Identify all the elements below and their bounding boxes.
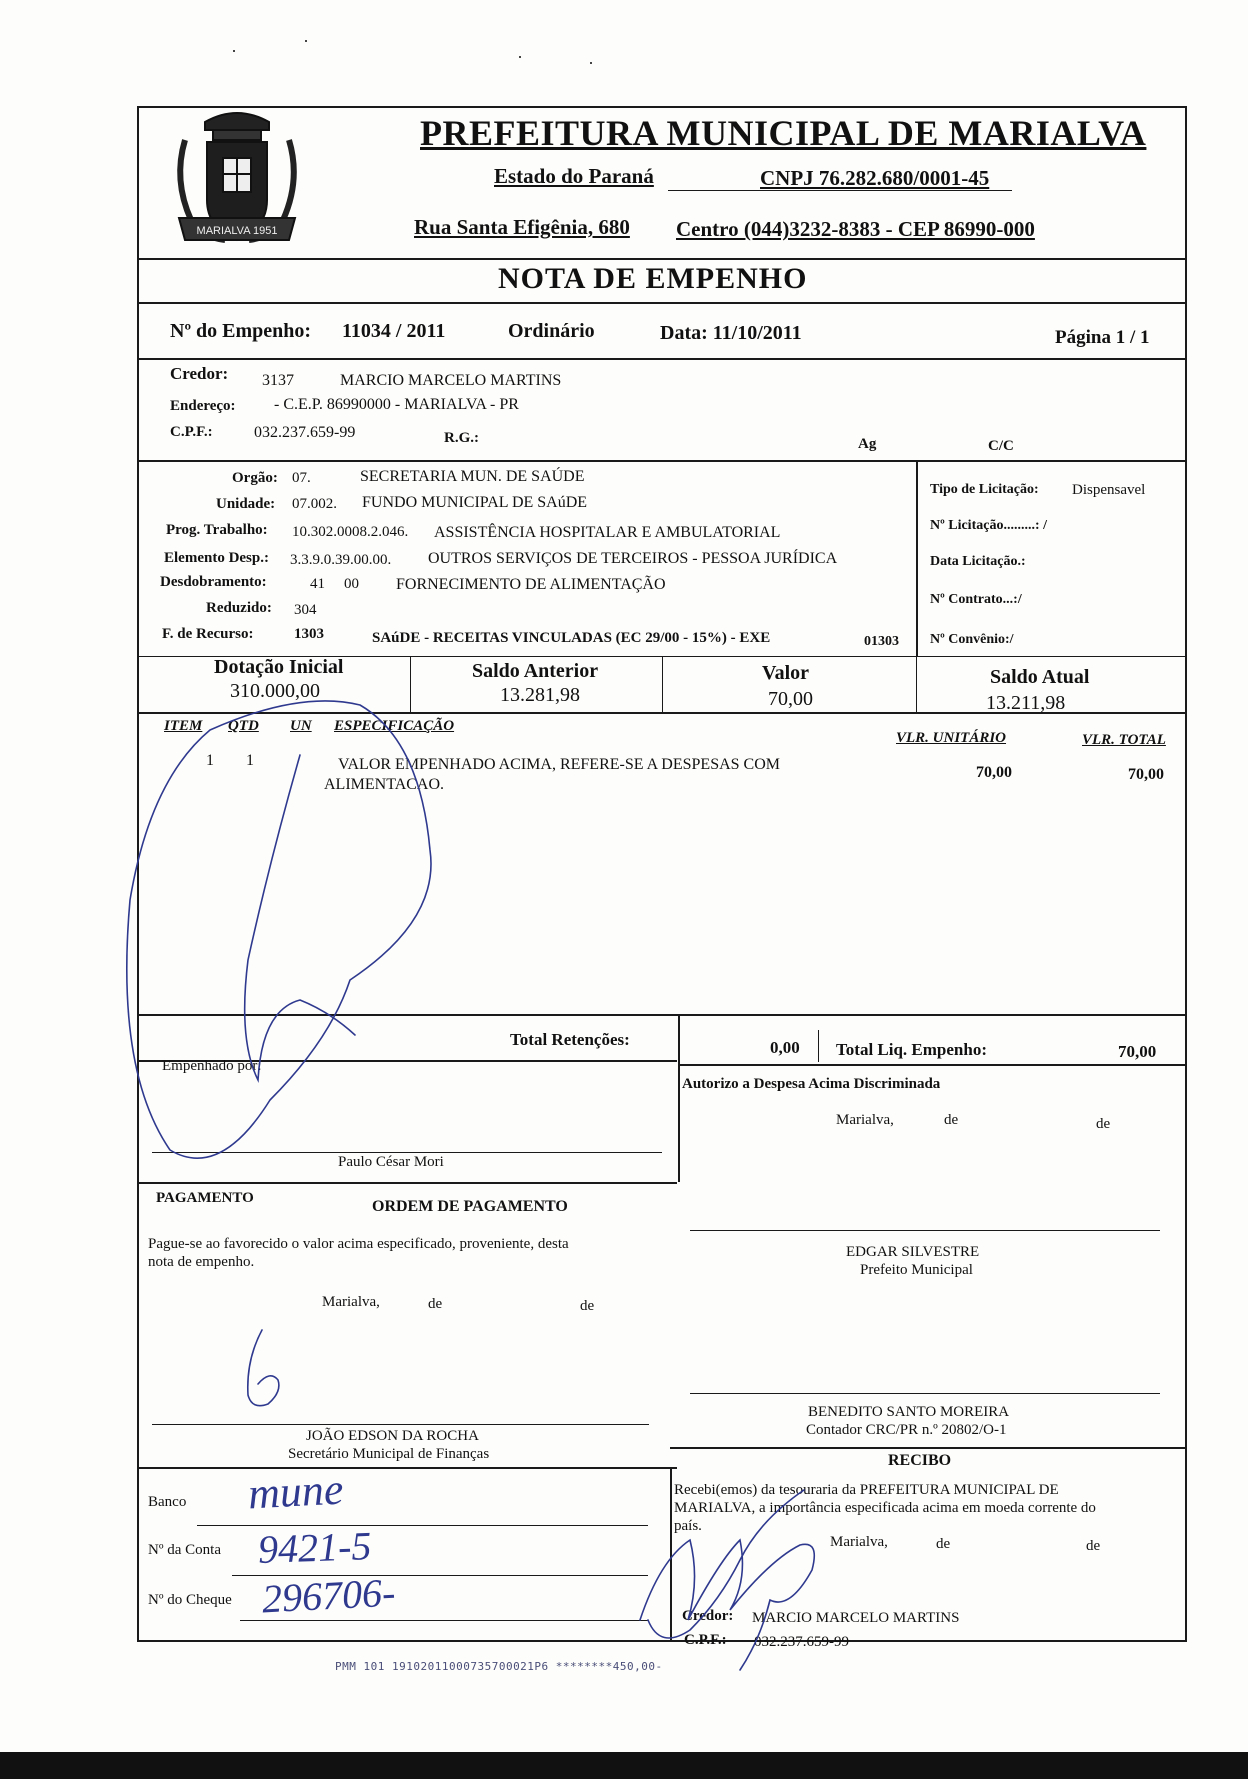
recibo-cpf-label: C.P.F.: — [684, 1632, 727, 1648]
elemento-label: Elemento Desp.: — [164, 550, 269, 566]
contrato-number: Nº Contrato...:/ — [930, 592, 1022, 607]
item-description-line2: ALIMENTACAO. — [324, 776, 445, 793]
cc-label: C/C — [988, 438, 1014, 454]
recurso-number: 01303 — [864, 634, 899, 649]
pagamento-place: Marialva, — [322, 1294, 380, 1310]
licitacao-tipo-label: Tipo de Licitação: — [930, 482, 1039, 497]
secretario-title: Secretário Municipal de Finanças — [288, 1446, 490, 1462]
col-header-total-value: VLR. TOTAL — [1082, 732, 1166, 748]
pagamento-text-line1: Pague-se ao favorecido o valor acima especificado, proveniente, desta — [148, 1236, 569, 1252]
recibo-de-1: de — [936, 1536, 951, 1552]
autorizo-de-2: de — [1096, 1116, 1111, 1132]
item-total-value: 70,00 — [1128, 766, 1164, 783]
divider — [670, 1467, 672, 1642]
prog-code: 10.302.0008.2.046. — [292, 524, 409, 540]
divider — [916, 460, 918, 656]
divider — [662, 656, 663, 712]
licitacao-data: Data Licitação.: — [930, 554, 1026, 569]
item-description-line1: VALOR EMPENHADO ACIMA, REFERE-SE A DESPESAS COM — [338, 756, 780, 773]
col-header-un: UN — [290, 718, 312, 734]
conta-label: Nº da Conta — [148, 1542, 221, 1558]
col-header-especificacao: ESPECIFICAÇÃO — [334, 718, 455, 734]
orgao-code: 07. — [292, 470, 311, 486]
recurso-name: SAúDE - RECEITAS VINCULADAS (EC 29/00 - 15%) - EXE — [372, 630, 771, 646]
cheque-label: Nº do Cheque — [148, 1592, 232, 1608]
autorizo-text: Autorizo a Despesa Acima Discriminada — [682, 1076, 941, 1092]
credor-name: MARCIO MARCELO MARTINS — [340, 372, 562, 389]
col-header-qtd: QTD — [228, 718, 259, 734]
state-name: Estado do Paraná — [494, 164, 654, 188]
pagamento-label: PAGAMENTO — [156, 1190, 254, 1206]
reduzido-value: 304 — [294, 602, 317, 618]
cpf-label: C.P.F.: — [170, 424, 213, 440]
recurso-label: F. de Recurso: — [162, 626, 254, 642]
autorizo-place: Marialva, — [836, 1112, 894, 1128]
unidade-code: 07.002. — [292, 496, 337, 512]
pagamento-de-2: de — [580, 1298, 595, 1314]
divider — [137, 1467, 677, 1469]
banco-label: Banco — [148, 1494, 187, 1510]
page-title: PREFEITURA MUNICIPAL DE MARIALVA — [420, 113, 1147, 153]
prefeito-title: Prefeito Municipal — [860, 1262, 973, 1278]
retencoes-value: 0,00 — [770, 1038, 800, 1057]
empenho-date: Data: 11/10/2011 — [660, 322, 802, 344]
crest-lettering: MARIALVA 1951 — [196, 225, 278, 237]
dotacao-label: Dotação Inicial — [214, 656, 344, 678]
recibo-line2: MARIALVA, a importância especificada acima em moeda corrente do — [674, 1500, 1096, 1516]
prefeito-name: EDGAR SILVESTRE — [846, 1244, 980, 1260]
empenhado-name: Paulo César Mori — [338, 1154, 444, 1170]
saldo-atual-value: 13.211,98 — [986, 692, 1066, 714]
elemento-name: OUTROS SERVIÇOS DE TERCEIROS - PESSOA JURÍDICA — [428, 550, 838, 567]
valor-value: 70,00 — [768, 688, 813, 710]
document-title: NOTA DE EMPENHO — [498, 262, 808, 295]
prog-name: ASSISTÊNCIA HOSPITALAR E AMBULATORIAL — [434, 524, 781, 541]
item-qtd: 1 — [246, 752, 254, 769]
recibo-credor-value: MARCIO MARCELO MARTINS — [752, 1610, 960, 1626]
cheque-handwritten: 296706- — [260, 1569, 397, 1622]
pagamento-de-1: de — [428, 1296, 443, 1312]
divider — [137, 258, 1187, 260]
divider — [916, 656, 917, 712]
address-contact: Centro (044)3232-8383 - CEP 86990-000 — [676, 217, 1035, 241]
address-street: Rua Santa Efigênia, 680 — [414, 215, 630, 239]
credor-label: Credor: — [170, 364, 229, 383]
desdobramento-name: FORNECIMENTO DE ALIMENTAÇÃO — [396, 576, 666, 593]
divider — [670, 1447, 1187, 1449]
empenho-type: Ordinário — [508, 320, 595, 342]
reduzido-label: Reduzido: — [206, 600, 272, 616]
credor-code: 3137 — [262, 372, 294, 389]
underline — [668, 190, 1012, 191]
signature-line — [152, 1152, 662, 1153]
recibo-de-2: de — [1086, 1538, 1101, 1554]
col-header-unit-value: VLR. UNITÁRIO — [896, 730, 1007, 746]
item-number: 1 — [206, 752, 214, 769]
elemento-code: 3.3.9.0.39.00.00. — [290, 552, 392, 568]
rg-label: R.G.: — [444, 430, 479, 446]
recibo-line3: país. — [674, 1518, 702, 1534]
divider — [137, 1014, 1187, 1016]
divider — [137, 358, 1187, 360]
endereco-label: Endereço: — [170, 398, 236, 414]
signature-line — [690, 1393, 1160, 1394]
signature-line — [152, 1424, 649, 1425]
cnpj: CNPJ 76.282.680/0001-45 — [760, 166, 990, 190]
total-liquido-value: 70,00 — [1118, 1042, 1157, 1061]
contador-name: BENEDITO SANTO MOREIRA — [808, 1404, 1010, 1420]
scan-edge — [0, 1752, 1248, 1779]
page-number: Página 1 / 1 — [1055, 327, 1150, 348]
scan-speck — [305, 40, 307, 42]
scan-code: PMM 101 19102011000735700021P6 ********450,00- — [335, 1660, 663, 1673]
empenho-number: 11034 / 2011 — [342, 320, 446, 342]
retencoes-label: Total Retenções: — [510, 1030, 630, 1049]
secretario-name: JOÃO EDSON DA ROCHA — [306, 1428, 479, 1444]
divider — [137, 460, 1187, 462]
desdobramento-sub: 00 — [344, 576, 359, 592]
total-liquido-label: Total Liq. Empenho: — [836, 1040, 987, 1059]
scan-speck — [519, 56, 521, 58]
ag-label: Ag — [858, 436, 877, 452]
scan-speck — [590, 62, 592, 64]
recibo-place: Marialva, — [830, 1534, 888, 1550]
contador-title: Contador CRC/PR n.º 20802/O-1 — [806, 1422, 1007, 1438]
licitacao-numero: Nº Licitação.........: / — [930, 518, 1047, 533]
ordem-pagamento-title: ORDEM DE PAGAMENTO — [372, 1198, 568, 1215]
divider — [818, 1030, 819, 1062]
recibo-cpf-value: 032.237.659-99 — [754, 1634, 849, 1650]
cpf-value: 032.237.659-99 — [254, 424, 356, 441]
desdobramento-code: 41 — [310, 576, 325, 592]
divider — [137, 302, 1187, 304]
signature-line — [690, 1230, 1160, 1231]
divider — [137, 1182, 677, 1184]
orgao-name: SECRETARIA MUN. DE SAÚDE — [360, 468, 585, 485]
unidade-label: Unidade: — [216, 496, 276, 512]
banco-handwritten: mune — [246, 1464, 345, 1519]
conta-handwritten: 9421-5 — [257, 1523, 373, 1572]
divider — [678, 1014, 680, 1182]
prog-label: Prog. Trabalho: — [166, 522, 268, 538]
convenio-number: Nº Convênio:/ — [930, 632, 1014, 647]
scan-speck — [233, 50, 235, 52]
recibo-title: RECIBO — [888, 1452, 952, 1469]
pagamento-text-line2: nota de empenho. — [148, 1254, 255, 1270]
saldo-anterior-value: 13.281,98 — [500, 684, 580, 706]
licitacao-tipo-value: Dispensavel — [1072, 482, 1146, 498]
empenho-number-label: Nº do Empenho: — [170, 320, 312, 342]
recurso-code: 1303 — [294, 626, 324, 642]
desdobramento-label: Desdobramento: — [160, 574, 267, 590]
orgao-label: Orgão: — [232, 470, 278, 486]
saldo-anterior-label: Saldo Anterior — [472, 660, 599, 682]
dotacao-value: 310.000,00 — [230, 680, 320, 702]
saldo-atual-label: Saldo Atual — [990, 666, 1090, 688]
recibo-line1: Recebi(emos) da tesouraria da PREFEITURA MUNICIPAL DE — [674, 1482, 1059, 1498]
empenhado-label: Empenhado por: — [162, 1058, 262, 1074]
autorizo-de-1: de — [944, 1112, 959, 1128]
endereco-value: - C.E.P. 86990000 - MARIALVA - PR — [274, 396, 519, 413]
divider — [678, 1064, 1187, 1066]
valor-label: Valor — [762, 662, 810, 684]
unidade-name: FUNDO MUNICIPAL DE SAúDE — [362, 494, 588, 511]
item-unit-value: 70,00 — [976, 764, 1012, 781]
col-header-item: ITEM — [164, 718, 203, 734]
recibo-credor-label: Credor: — [682, 1608, 734, 1624]
divider — [410, 656, 411, 712]
